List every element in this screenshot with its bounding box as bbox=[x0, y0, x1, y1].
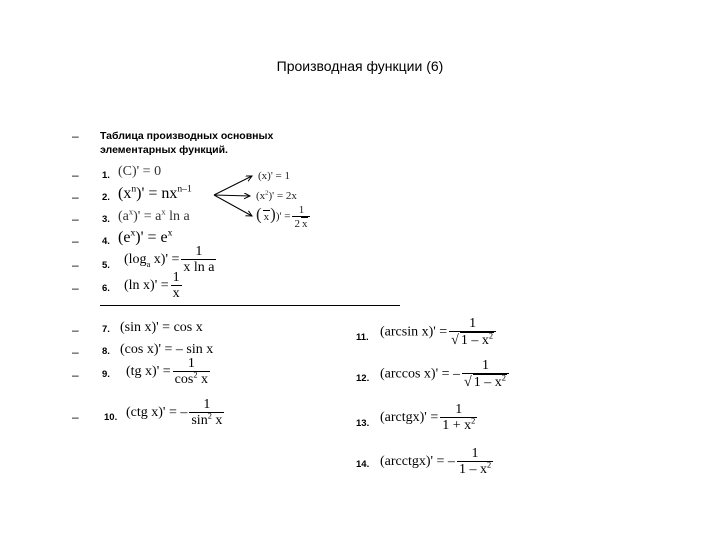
fraction: $\frac{1}{\cos^2 x}$ bbox=[174, 356, 208, 388]
fraction: $\frac{1}{1 - x^2}$ bbox=[458, 446, 492, 478]
side-formula-2: $(x^2)' = 2x$ bbox=[256, 189, 297, 202]
formula-8: (cos x)' = – sin x bbox=[120, 342, 214, 357]
formula-5: ($\log_a$ x)' = $\frac{1}{\text{x ln a}}$ bbox=[124, 244, 215, 276]
fraction: $\frac{1}{\text{x ln a}}$ bbox=[183, 244, 215, 276]
bullet-dash: – bbox=[72, 234, 79, 248]
item-number: 8. bbox=[102, 346, 110, 357]
bullet-dash: – bbox=[72, 190, 79, 204]
formula-9: (tg x)' = $\frac{1}{\cos^2 x}$ bbox=[126, 356, 208, 388]
bullet-dash: – bbox=[72, 281, 79, 295]
formula-13: (arctgx)' = $\frac{1}{1 + x^2}$ bbox=[380, 402, 476, 434]
item-number: 1. bbox=[102, 170, 110, 181]
item-number: 7. bbox=[102, 324, 110, 335]
bullet-dash: – bbox=[72, 345, 79, 359]
fraction: $\frac{1}{√ 1 - x^2}$ bbox=[449, 316, 496, 349]
fraction: $\frac{1}{2 x}$ bbox=[292, 204, 310, 230]
arrow-to-x bbox=[214, 176, 252, 195]
fraction: $\frac{1}{x}$ bbox=[172, 270, 180, 302]
item-number: 5. bbox=[102, 260, 110, 271]
item-number: 3. bbox=[102, 214, 110, 225]
formula-12: (arccos x)' = – $\frac{1}{√ 1 - x^2}$ bbox=[380, 358, 511, 391]
item-number: 13. bbox=[356, 418, 370, 429]
item-number: 2. bbox=[102, 192, 110, 203]
side-formula-1: (x)' = 1 bbox=[258, 170, 291, 182]
fraction: $\frac{1}{1 + x^2}$ bbox=[442, 402, 476, 434]
formula-2: $(x^n)' = nx^{n-1}$ bbox=[118, 183, 192, 202]
intro-line-2: элементарных функций. bbox=[100, 144, 228, 156]
formula-3: $(a^x)' = a^x$ ln a bbox=[118, 207, 190, 224]
bullet-dash: – bbox=[72, 410, 79, 424]
item-number: 9. bbox=[102, 369, 110, 380]
item-number: 14. bbox=[356, 459, 370, 470]
slide-title: Производная функции (6) bbox=[276, 58, 444, 74]
item-number: 12. bbox=[356, 373, 370, 384]
item-number: 4. bbox=[102, 236, 110, 247]
bullet-dash: – bbox=[72, 323, 79, 337]
formula-10: (ctg x)' = – $\frac{1}{\sin^2 x}$ bbox=[126, 397, 223, 429]
arrow-to-sqrt-x bbox=[214, 195, 252, 216]
intro-line-1: Таблица производных основных bbox=[100, 130, 274, 142]
fraction: $\frac{1}{√ 1 - x^2}$ bbox=[462, 358, 509, 391]
arrow-to-x-squared bbox=[214, 195, 250, 196]
formula-11: (arcsin x)' = $\frac{1}{√ 1 - x^2}$ bbox=[380, 316, 498, 349]
bullet-dash: – bbox=[72, 168, 79, 182]
bullet-dash: – bbox=[72, 368, 79, 382]
formula-14: (arcctgx)' = – $\frac{1}{1 - x^2}$ bbox=[380, 446, 492, 478]
formula-4: $(e^x)' = e^x$ bbox=[118, 227, 173, 246]
bullet-dash: – bbox=[72, 258, 79, 272]
formula-7: (sin x)' = cos x bbox=[120, 320, 203, 335]
bullet-dash: – bbox=[72, 212, 79, 226]
formula-1: (C)' = 0 bbox=[118, 164, 162, 179]
item-number: 6. bbox=[102, 283, 110, 294]
bullet-dash: – bbox=[72, 129, 79, 143]
fraction: $\frac{1}{\sin^2 x}$ bbox=[191, 397, 223, 429]
item-number: 11. bbox=[356, 332, 369, 343]
item-number: 10. bbox=[104, 412, 118, 423]
side-formula-3: ( x))' = $\frac{1}{2 x}$ bbox=[256, 204, 312, 230]
formula-6: (ln x)' = $\frac{1}{x}$ bbox=[124, 270, 180, 302]
